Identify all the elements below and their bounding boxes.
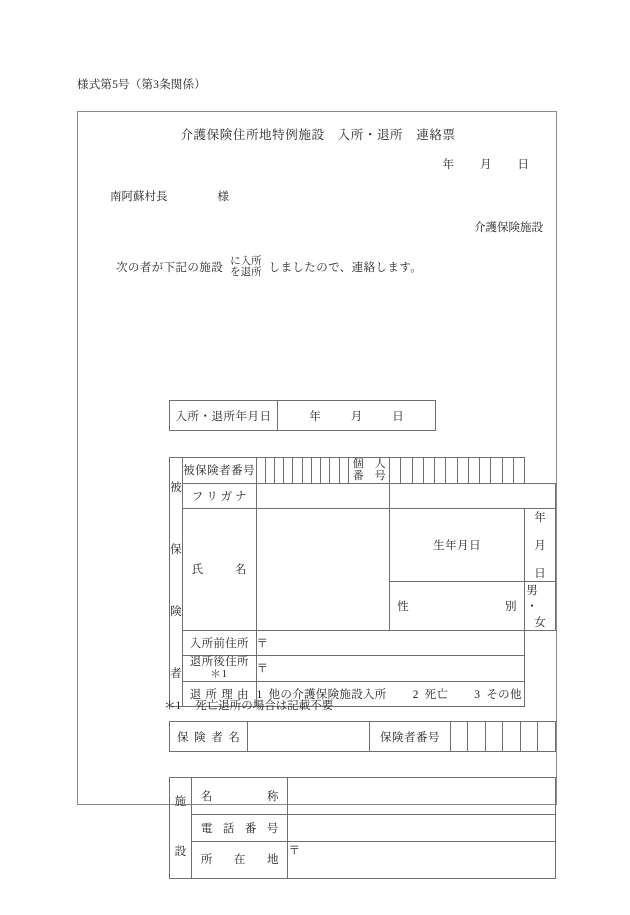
insurer-name-label: 保 険 者 名 <box>170 722 248 752</box>
statement-choice-discharge: を退所 <box>230 267 262 279</box>
gender-male[interactable]: 男 <box>526 584 538 597</box>
postal-mark-icon: 〒 <box>256 637 269 650</box>
option-3-number: 3 <box>474 688 481 701</box>
document-title: 介護保険住所地特例施設 入所・退所 連絡票 <box>180 128 456 142</box>
leave-reason-option-2[interactable] <box>413 686 449 702</box>
table-row <box>170 722 556 752</box>
facility-name-value[interactable] <box>288 778 556 815</box>
statement-line <box>116 256 422 278</box>
postal-mark-icon: 〒 <box>256 663 269 676</box>
furigana-value-right[interactable] <box>390 483 556 508</box>
sender-label: 介護保険施設 <box>474 222 543 234</box>
header-date-month: 月 <box>480 159 492 171</box>
table-row <box>170 401 436 431</box>
table-row <box>170 483 556 508</box>
footnote-marker: ＊1 <box>164 700 182 712</box>
personal-number-label-line1: 個 人 <box>352 458 386 470</box>
name-label: 氏 名 <box>182 508 256 630</box>
statement-prefix: 次の者が下記の施設 <box>116 262 224 275</box>
footnote <box>164 697 333 713</box>
leave-reason-option-3[interactable] <box>474 686 521 702</box>
statement-suffix: しましたので、連絡します。 <box>268 262 423 275</box>
facility-name-label: 名 称 <box>191 778 288 815</box>
table-row <box>170 655 556 681</box>
gender-label: 性 別 <box>390 581 525 630</box>
birthdate-month: 月 <box>534 539 546 552</box>
form-number: 様式第5号（第3条関係） <box>77 79 206 91</box>
name-value[interactable] <box>256 508 390 630</box>
entry-date-day: 日 <box>392 410 404 423</box>
side-char-2: 保 <box>170 544 182 557</box>
form-outer-frame <box>77 111 557 866</box>
personal-number-boxes[interactable] <box>390 458 525 484</box>
entry-date-value-cell[interactable] <box>278 401 436 431</box>
statement-choice-admission: に入所 <box>230 256 262 267</box>
side-char-1: 被 <box>170 482 182 495</box>
insured-person-table <box>169 457 556 707</box>
birthdate-day: 日 <box>534 567 546 580</box>
facility-side-char-2: 設 <box>174 846 187 859</box>
facility-address-label: 所 在 地 <box>191 842 288 879</box>
gender-options <box>525 582 555 630</box>
birthdate-year: 年 <box>534 511 546 524</box>
footnote-text: 死亡退所の場合は記載不要 <box>195 700 334 712</box>
address-before-label: 入 所 前 住 所 <box>182 630 256 655</box>
entry-date-month: 月 <box>350 410 363 423</box>
address-after-label: 退 所 後 住 所 ＊1 <box>182 655 256 681</box>
side-char-3: 険 <box>170 606 182 619</box>
entry-date-ymd <box>309 411 404 423</box>
option-1-text: 他の介護保険施設入所 <box>268 688 387 701</box>
facility-side-label <box>170 778 192 879</box>
header-date-year: 年 <box>442 159 454 171</box>
table-row <box>170 778 556 815</box>
insurer-table <box>169 721 556 752</box>
personal-number-label-line2: 番 号 <box>352 470 386 483</box>
addressee-honorific: 様 <box>217 191 229 203</box>
facility-phone-value[interactable] <box>288 815 556 842</box>
addressee <box>110 188 229 204</box>
leave-reason-label: 退 所 理 由 <box>182 681 256 706</box>
address-after-value[interactable] <box>256 655 524 681</box>
facility-table <box>169 777 556 879</box>
insurer-name-value[interactable] <box>247 722 369 752</box>
birthdate-ymd <box>525 509 555 581</box>
table-row <box>170 842 556 879</box>
side-char-4: 者 <box>170 668 182 681</box>
facility-side-char-1: 施 <box>174 796 187 809</box>
insured-number-label: 被保険者番号 <box>182 458 256 484</box>
table-row <box>170 815 556 842</box>
statement-stacked-choice <box>230 256 262 278</box>
personal-number-label <box>348 458 389 484</box>
postal-mark-icon: 〒 <box>288 845 300 857</box>
gender-value[interactable] <box>525 581 556 630</box>
table-row <box>170 508 556 581</box>
option-2-number: 2 <box>412 688 419 701</box>
option-2-text: 死亡 <box>424 688 449 701</box>
address-before-value[interactable] <box>256 630 524 655</box>
entry-date-label: 入所・退所年月日 <box>170 401 278 431</box>
option-1-number: 1 <box>256 688 263 701</box>
insurer-number-boxes[interactable] <box>450 722 555 752</box>
entry-date-year: 年 <box>309 410 321 423</box>
address-after-note: ＊1 <box>210 668 229 680</box>
birthdate-label: 生年月日 <box>390 508 525 581</box>
gender-separator: ・ <box>526 600 538 613</box>
insured-side-label <box>170 458 183 707</box>
furigana-label: フ リ ガ ナ <box>182 483 256 508</box>
addressee-name: 南阿蘇村長 <box>110 191 168 203</box>
insured-number-boxes[interactable] <box>256 458 348 484</box>
entry-date-table <box>169 400 436 431</box>
header-date-day: 日 <box>517 159 529 171</box>
gender-female[interactable]: 女 <box>534 616 546 629</box>
table-row <box>170 630 556 655</box>
furigana-value[interactable] <box>256 483 390 508</box>
birthdate-value[interactable] <box>525 508 556 581</box>
facility-address-value[interactable] <box>288 842 556 879</box>
option-3-text: その他 <box>486 688 522 701</box>
facility-phone-label: 電 話 番 号 <box>191 815 288 842</box>
header-date-line <box>443 156 530 172</box>
insurer-number-label: 保険者番号 <box>370 722 451 752</box>
